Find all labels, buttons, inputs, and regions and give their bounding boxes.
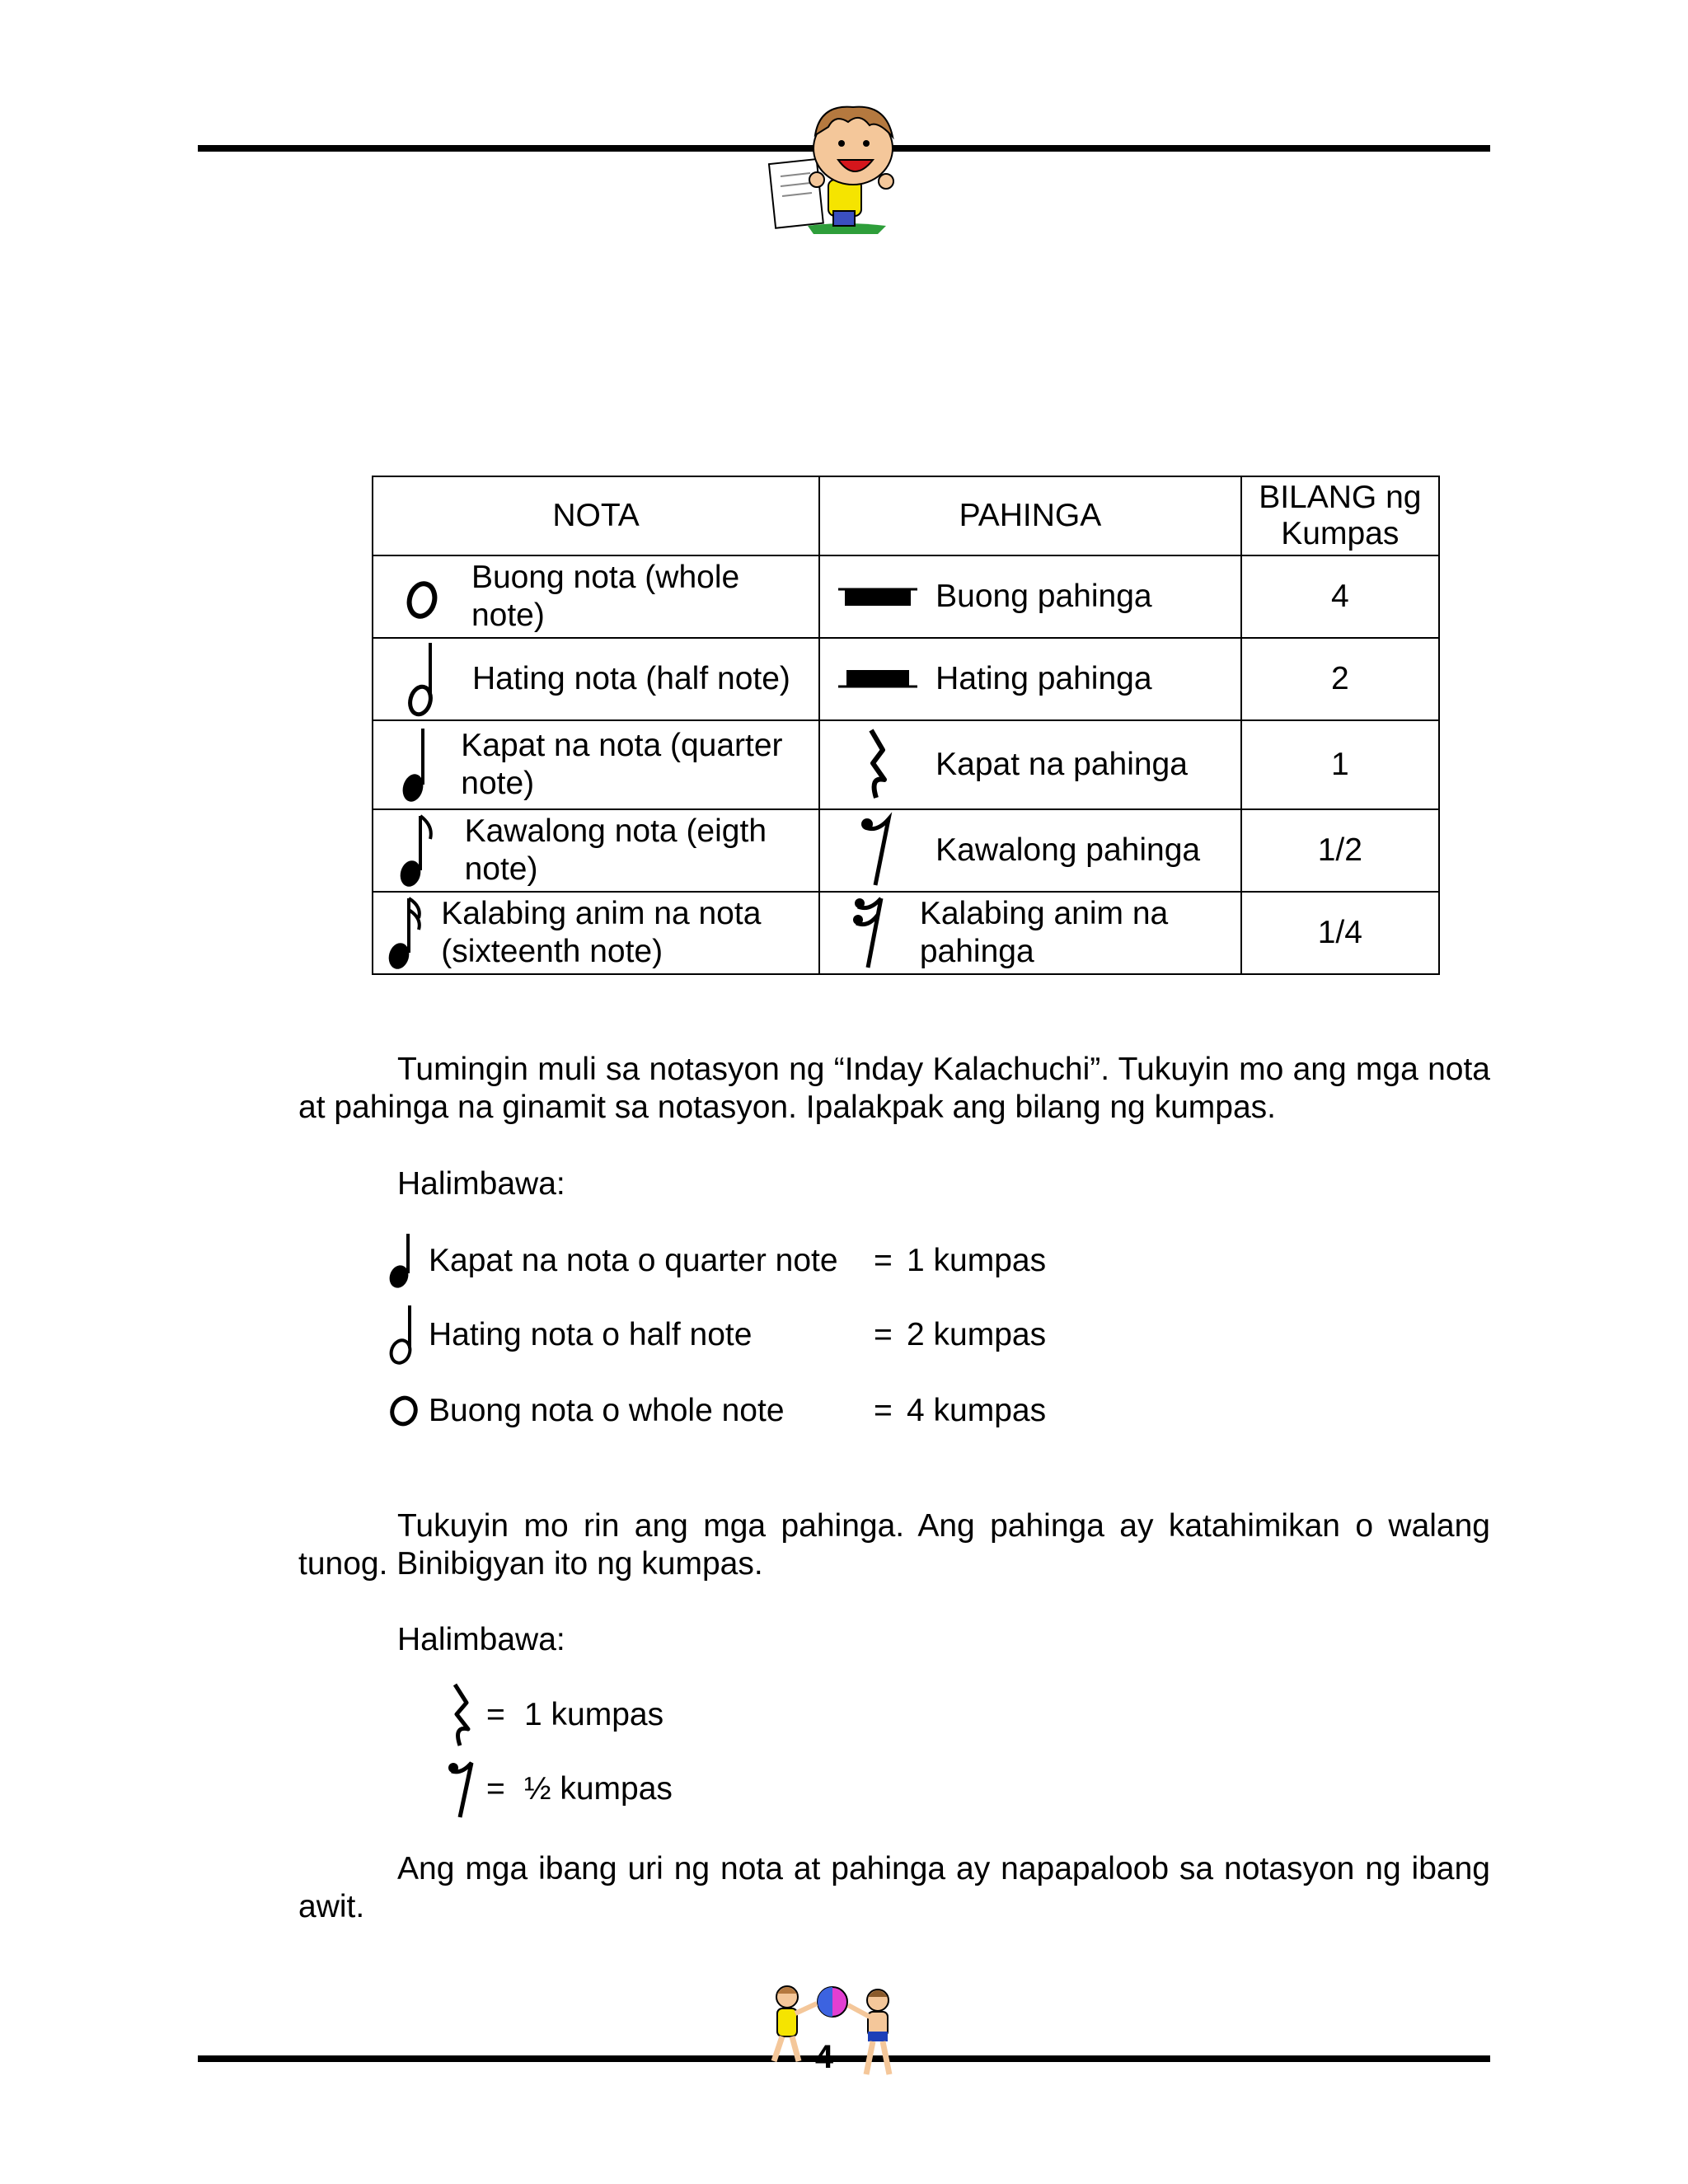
table-header-row: [373, 476, 1439, 555]
count-cell: 2: [1241, 638, 1439, 720]
rest-label: Kawalong pahinga: [935, 832, 1201, 868]
quarter-rest-icon: [437, 1681, 486, 1749]
example-label: Halimbawa:: [397, 1166, 565, 1202]
sixteenth-rest-icon: [820, 893, 920, 972]
count-cell: 4: [1241, 555, 1439, 638]
note-example-row: [379, 1232, 1046, 1290]
eighth-note-icon: [373, 811, 465, 890]
notes-rests-table: [372, 476, 1440, 975]
example-label: Halimbawa:: [397, 1622, 565, 1657]
equals-sign: =: [874, 1243, 893, 1278]
rest-example-row: [437, 1758, 673, 1821]
whole-rest-icon: [820, 584, 935, 609]
count-cell: 1/2: [1241, 809, 1439, 892]
note-example-text: Kapat na nota o quarter note: [429, 1243, 838, 1278]
note-label: Kapat na nota (quarter note): [461, 728, 783, 801]
sixteenth-note-icon: [373, 893, 441, 972]
note-label: Buong nota (whole note): [471, 560, 740, 633]
note-example-row: [379, 1393, 1046, 1429]
count-cell: 1: [1241, 720, 1439, 809]
note-example-value: 4 kumpas: [907, 1393, 1047, 1428]
rest-example-value: 1 kumpas: [524, 1697, 664, 1732]
rest-label: Buong pahinga: [935, 579, 1152, 614]
eighth-rest-icon: [820, 811, 935, 890]
eighth-rest-icon: [437, 1758, 486, 1821]
half-note-icon: [379, 1304, 429, 1366]
table-row: [373, 555, 1439, 638]
col-header-bilang: BILANG ng Kumpas: [1241, 476, 1439, 555]
table-row: [373, 809, 1439, 892]
note-label: Hating nota (half note): [472, 661, 790, 696]
whole-note-icon: [379, 1393, 429, 1429]
equals-sign: =: [874, 1317, 893, 1352]
table-row: [373, 892, 1439, 974]
equals-sign: =: [874, 1393, 893, 1428]
half-rest-icon: [820, 667, 935, 691]
quarter-note-icon: [373, 725, 461, 804]
quarter-rest-icon: [820, 725, 935, 804]
paragraph-closing: Ang mga ibang uri ng nota at pahinga ay napapaloob sa notasyon ng ibang awit.: [298, 1851, 1490, 1924]
col-header-pahinga: PAHINGA: [819, 476, 1241, 555]
equals-sign: =: [486, 1771, 505, 1807]
rest-label: Kalabing anim na pahinga: [919, 896, 1169, 969]
equals-sign: =: [486, 1697, 505, 1732]
note-label: Kalabing anim na nota (sixteenth note): [441, 896, 762, 969]
note-example-text: Buong nota o whole note: [429, 1393, 785, 1428]
half-note-icon: [373, 640, 472, 719]
boy-with-paper-illustration: [762, 97, 927, 239]
table-row: [373, 638, 1439, 720]
rest-example-value: ½ kumpas: [524, 1771, 673, 1807]
whole-note-icon: [373, 572, 471, 621]
note-example-value: 1 kumpas: [907, 1243, 1047, 1278]
count-cell: 1/4: [1241, 892, 1439, 974]
rest-example-row: [437, 1681, 663, 1749]
note-example-text: Hating nota o half note: [429, 1317, 753, 1352]
note-example-row: [379, 1304, 1046, 1366]
paragraph-rests-intro: Tukuyin mo rin ang mga pahinga. Ang pahinga ay katahimikan o walang tunog. Binibigyan ito ng kumpas.: [298, 1508, 1490, 1582]
quarter-note-icon: [379, 1232, 429, 1290]
paragraph-notes-intro: Tumingin muli sa notasyon ng “Inday Kalachuchi”. Tukuyin mo ang mga nota at pahinga na ginamit sa notasyon. Ipalakpak ang bilang ng kumpas.: [298, 1052, 1490, 1125]
note-example-value: 2 kumpas: [907, 1317, 1047, 1352]
page-number: 4: [814, 2039, 834, 2075]
rest-label: Kapat na pahinga: [935, 747, 1188, 782]
table-row: [373, 720, 1439, 809]
col-header-nota: NOTA: [373, 476, 819, 555]
rest-label: Hating pahinga: [935, 661, 1152, 696]
note-label: Kawalong nota (eigth note): [464, 813, 767, 887]
